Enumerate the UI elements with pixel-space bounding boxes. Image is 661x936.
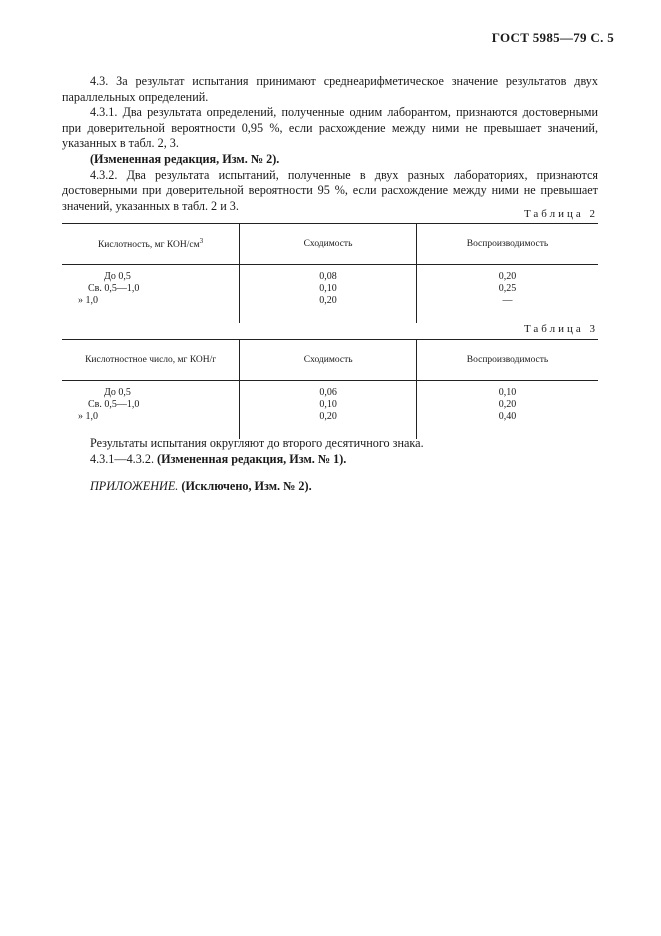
ref-prefix: 4.3.1—4.3.2. — [90, 451, 154, 466]
table3-header-convergence: Сходимость — [240, 340, 417, 381]
paragraph-4-3-2: 4.3.2. Два результата испытаний, полученные в двух разных лабораториях, признаются достоверными при доверительной вероятности 95 %, если расхождение между ними не превышает значений, указанных в табл. 2 и 3. — [62, 167, 598, 213]
body-text — [62, 74, 598, 214]
table2-caption: Таблица 2 — [523, 208, 598, 220]
table2-row2-range: Св. 0,5—1,0 — [88, 283, 140, 294]
table2-row3-conv: 0,20 — [319, 295, 337, 306]
page-header: ГОСТ 5985—79 С. 5 — [491, 30, 614, 45]
table3-caption: Таблица 3 — [523, 323, 598, 335]
appendix-label: ПРИЛОЖЕНИЕ. — [90, 479, 179, 494]
table2-col-convergence — [240, 265, 417, 324]
table3-row3-conv: 0,20 — [319, 411, 337, 422]
table3-row1-range: До 0,5 — [104, 387, 131, 398]
table2-header-acidity: Кислотность, мг КОН/$см^3$ — [62, 224, 240, 265]
table3-row2-conv: 0,10 — [319, 399, 337, 410]
amendment-note-1 — [62, 452, 598, 468]
table3-row2-range: Св. 0,5—1,0 — [88, 399, 140, 410]
appendix-note — [62, 479, 598, 495]
table2-row2-conv: 0,10 — [319, 283, 337, 294]
table3-col-reproducibility — [417, 381, 598, 440]
amendment-note-2: (Измененная редакция, Изм. № 2). — [90, 151, 280, 166]
table3-row2-repro: 0,20 — [498, 399, 517, 410]
table3-row1-repro: 0,10 — [498, 387, 517, 398]
table2-header-convergence: Сходимость — [240, 224, 417, 265]
rounding-note: Результаты испытания округляют до второго десятичного знака. — [90, 436, 424, 450]
table3-col-range — [62, 381, 240, 440]
table2-row1-conv: 0,08 — [319, 271, 337, 282]
table3-header-reproducibility: Воспроизводимость — [417, 340, 598, 381]
table2-row1-range: До 0,5 — [104, 271, 131, 282]
table2-col-range — [62, 265, 240, 324]
table-3 — [62, 339, 598, 439]
table2-row1-repro: 0,20 — [498, 271, 517, 282]
table2-header-reproducibility: Воспроизводимость — [416, 224, 598, 265]
paragraph-4-3: 4.3. За результат испытания принимают среднеарифметическое значение результатов двух параллельных определений. — [62, 74, 598, 104]
table2-row2-repro: 0,25 — [498, 283, 517, 294]
table3-header-acid-number: Кислотностное число, мг КОН/г — [62, 340, 240, 381]
table2-col-reproducibility — [416, 265, 598, 324]
appendix-excluded: (Исключено, Изм. № 2). — [181, 479, 312, 494]
table2-row3-range: » 1,0 — [78, 295, 98, 306]
table3-row3-range: » 1,0 — [78, 411, 98, 422]
table3-row3-repro: 0,40 — [498, 411, 517, 422]
table-2 — [62, 223, 598, 323]
footer-text — [62, 436, 598, 495]
table3-row1-conv: 0,06 — [319, 387, 337, 398]
table2-row3-repro: — — [502, 295, 513, 306]
ref-amendment: (Измененная редакция, Изм. № 1). — [157, 451, 347, 466]
paragraph-4-3-1: 4.3.1. Два результата определений, полученные одним лаборантом, признаются достоверными при доверительной вероятности 0,95 %, если расхождение между ними не превышает значений, указанных в табл. 2, 3. — [62, 105, 598, 151]
table3-col-convergence — [240, 381, 417, 440]
